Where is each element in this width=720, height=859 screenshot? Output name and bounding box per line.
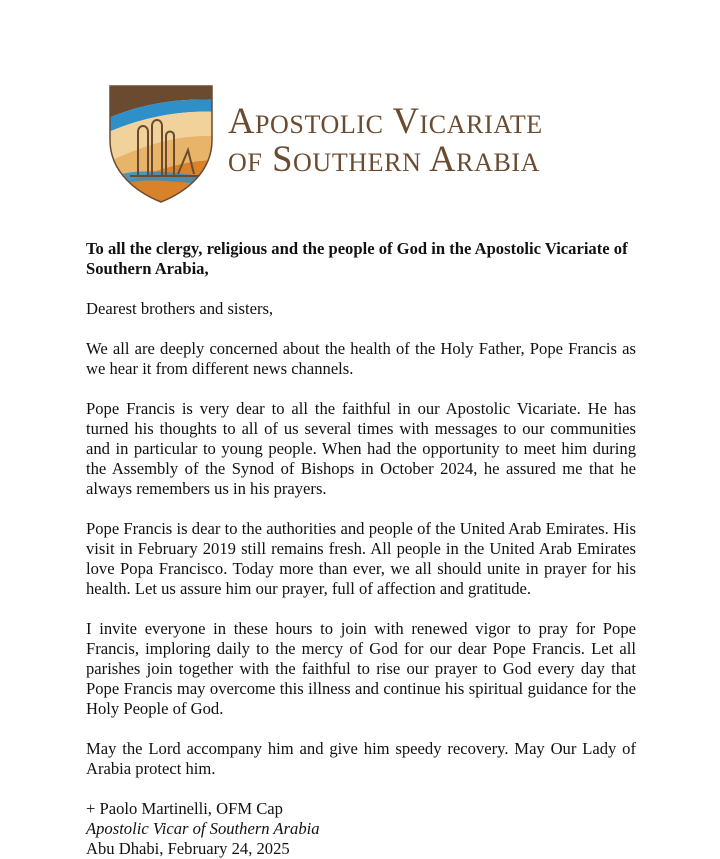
letter-addressee: To all the clergy, religious and the people of God in the Apostolic Vicariate of Southern Arabia, <box>86 239 628 278</box>
letter-body <box>86 239 636 859</box>
organization-name <box>228 102 543 178</box>
letterhead <box>104 80 644 205</box>
letter-paragraph-3: Pope Francis is dear to the authorities and people of the United Arab Emirates. His visit in February 2019 still remains fresh. All people in the United Arab Emirates love Popa Francisco. Today more than ever, we all should unite in prayer for his health. Let us assure him our prayer, full of affection and gratitude. <box>86 519 636 598</box>
letter-paragraph-2: Pope Francis is very dear to all the faithful in our Apostolic Vicariate. He has turned his thoughts to all of us several times with messages to our communities and in particular to young people. When had the opportunity to meet him during the Assembly of the Synod of Bishops in October 2024, he assured me that he always remembers us in his prayers. <box>86 399 636 498</box>
signature-title: Apostolic Vicar of Southern Arabia <box>86 819 320 838</box>
letter-paragraph-1: We all are deeply concerned about the health of the Holy Father, Pope Francis as we hear it from different news channels. <box>86 339 636 378</box>
letter-paragraph-4: I invite everyone in these hours to join with renewed vigor to pray for Pope Francis, imploring daily to the mercy of God for our dear Pope Francis. Let all parishes join together with the faithful to rise our prayer to God every day that Pope Francis may overcome this illness and continue his spiritual guidance for the Holy People of God. <box>86 619 636 718</box>
letter-greeting: Dearest brothers and sisters, <box>86 299 274 318</box>
organization-name-line1: Apostolic Vicariate <box>228 100 543 141</box>
vicariate-logo <box>104 80 218 204</box>
letter-paragraph-5: May the Lord accompany him and give him speedy recovery. May Our Lady of Arabia protect him. <box>86 739 636 778</box>
signature-block <box>86 799 636 859</box>
signature-name: + Paolo Martinelli, OFM Cap <box>86 799 283 818</box>
signature-place-date: Abu Dhabi, February 24, 2025 <box>86 839 290 858</box>
organization-name-line2: of Southern Arabia <box>228 138 541 179</box>
